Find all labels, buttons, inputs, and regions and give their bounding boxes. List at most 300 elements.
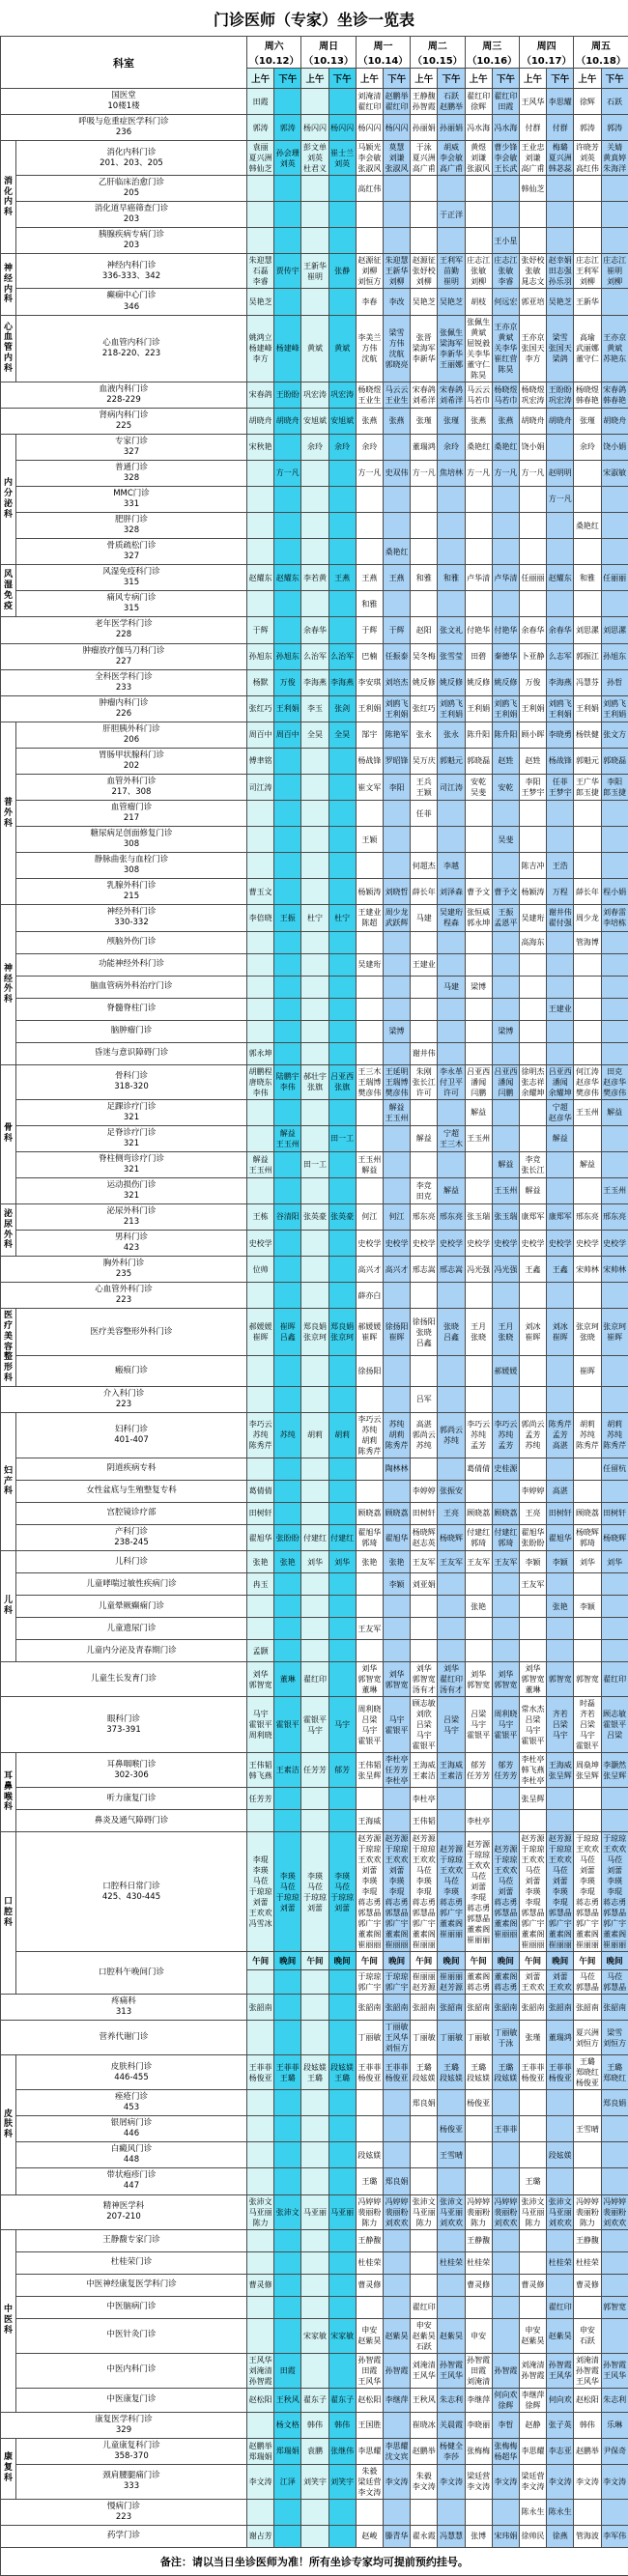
schedule-cell bbox=[547, 1480, 574, 1502]
doctor-name: 解益 bbox=[384, 1102, 410, 1113]
schedule-cell bbox=[328, 827, 356, 853]
day-header-4: 周三（10.16） bbox=[465, 37, 519, 69]
schedule-cell bbox=[328, 1788, 356, 1810]
doctor-name: 曹灵修 bbox=[247, 2279, 273, 2290]
doctor-name: 杨闪闪 bbox=[357, 123, 383, 133]
schedule-cell bbox=[574, 1231, 601, 1257]
schedule-cell bbox=[383, 1412, 410, 1458]
schedule-cell bbox=[465, 827, 492, 853]
schedule-cell bbox=[601, 617, 628, 643]
schedule-cell bbox=[492, 2055, 519, 2090]
dept-cell bbox=[1, 617, 247, 643]
schedule-cell bbox=[328, 2464, 356, 2499]
schedule-cell bbox=[574, 2353, 601, 2388]
doctor-name: 李文涛 bbox=[520, 2481, 546, 2492]
schedule-cell bbox=[492, 976, 519, 998]
doctor-name: 樊彦伟 bbox=[384, 1088, 410, 1098]
doctor-name: 张恒威 bbox=[466, 907, 492, 918]
doctor-name: 董琳 bbox=[520, 1684, 546, 1695]
schedule-cell bbox=[492, 931, 519, 953]
doctor-name: 高湛 bbox=[411, 1419, 437, 1430]
doctor-name: 郁芳 bbox=[466, 1760, 492, 1770]
dept-room: 321 bbox=[17, 1165, 245, 1175]
doctor-name: 史校学 bbox=[547, 1238, 573, 1249]
doctor-name: 郭广宇 bbox=[357, 1982, 383, 1993]
dept-room: 235 bbox=[2, 1269, 245, 1280]
schedule-cell bbox=[492, 1970, 519, 1995]
doctor-name: 谢井伟 bbox=[411, 1048, 437, 1059]
dept-name: 宫腔镜诊疗部 bbox=[17, 1508, 245, 1518]
schedule-cell bbox=[519, 460, 546, 486]
schedule-cell bbox=[574, 1788, 601, 1810]
schedule-cell bbox=[465, 2142, 492, 2168]
doctor-name: 李琨 bbox=[384, 1886, 410, 1897]
doctor-name: 赵幸娟 bbox=[547, 255, 573, 266]
doctor-name: 霍银平 bbox=[301, 1714, 328, 1725]
doctor-name: 王雪晴 bbox=[438, 2150, 464, 2161]
schedule-cell bbox=[274, 1810, 301, 1832]
dept-room: 315 bbox=[17, 578, 245, 588]
day-header-2: 周一（10.14） bbox=[356, 37, 410, 69]
doctor-name: 崔晖 bbox=[520, 1332, 546, 1343]
midday-label-cell: 晚间 bbox=[274, 1952, 301, 1970]
schedule-cell bbox=[547, 176, 574, 202]
schedule-cell bbox=[601, 539, 628, 565]
dept-name: 骨质疏松门诊 bbox=[17, 541, 245, 552]
doctor-name: 张京珂 bbox=[329, 1332, 356, 1343]
schedule-cell bbox=[574, 1458, 601, 1480]
schedule-cell bbox=[465, 2438, 492, 2464]
schedule-cell bbox=[356, 434, 383, 460]
doctor-name: 王菲菲 bbox=[493, 2124, 519, 2135]
schedule-cell bbox=[328, 2090, 356, 2116]
doctor-name: 潘闻 bbox=[547, 1077, 573, 1088]
dept-cell bbox=[16, 801, 247, 827]
doctor-name: 李伟 bbox=[274, 1082, 300, 1092]
doctor-name: 韩仙芝 bbox=[247, 163, 273, 174]
schedule-cell bbox=[411, 1596, 438, 1618]
schedule-cell bbox=[438, 460, 465, 486]
schedule-cell bbox=[411, 1356, 438, 1386]
dept-group-cell: 神经内科 bbox=[1, 254, 16, 315]
doctor-name: 马莅 bbox=[602, 1854, 628, 1865]
doctor-name: 郭广宇 bbox=[384, 1918, 410, 1929]
doctor-name: 刘欢欢 bbox=[602, 2218, 628, 2228]
midday-label-cell: 午间 bbox=[301, 1952, 328, 1970]
doctor-name: 王海威 bbox=[357, 1816, 383, 1826]
doctor-name: 杜宁 bbox=[329, 913, 356, 923]
dept-room: 425、430-445 bbox=[17, 1892, 245, 1903]
dept-name: 儿童内分泌及青春期门诊 bbox=[17, 1646, 245, 1656]
dept-cell bbox=[16, 1832, 247, 1952]
doctor-name: 么志军 bbox=[547, 651, 573, 662]
pm-header: 下午 bbox=[492, 69, 519, 89]
doctor-name: 孟恩平 bbox=[493, 918, 519, 928]
dept-cell bbox=[16, 228, 247, 254]
doctor-name: 孙智霞 bbox=[574, 2365, 600, 2376]
doctor-name: 刘淹清 bbox=[466, 2376, 492, 2387]
schedule-row bbox=[1, 2229, 628, 2251]
doctor-name: 杨晓煜 bbox=[520, 384, 546, 395]
doctor-name: 张雪莹 bbox=[438, 651, 464, 662]
schedule-row bbox=[1, 176, 628, 202]
doctor-name: 李玉 bbox=[301, 703, 328, 714]
doctor-name: 李瑛 bbox=[384, 1876, 410, 1886]
doctor-name: 潘闻 bbox=[493, 1077, 519, 1088]
schedule-cell bbox=[438, 953, 465, 976]
doctor-name: 申安 bbox=[411, 2320, 437, 2331]
doctor-name: 郭慧晶 bbox=[357, 1908, 383, 1918]
schedule-cell bbox=[465, 176, 492, 202]
schedule-cell bbox=[519, 1356, 546, 1386]
schedule-cell bbox=[411, 2194, 438, 2229]
schedule-row bbox=[1, 1573, 628, 1596]
doctor-name: 杨俊亚 bbox=[466, 2098, 492, 2109]
schedule-cell bbox=[411, 1257, 438, 1283]
schedule-cell bbox=[411, 722, 438, 748]
doctor-name: 邢志嵩 bbox=[438, 1264, 464, 1275]
schedule-cell bbox=[247, 2116, 274, 2142]
dept-room: 202 bbox=[17, 761, 245, 772]
schedule-cell bbox=[547, 2464, 574, 2499]
schedule-cell bbox=[438, 1203, 465, 1230]
schedule-cell bbox=[301, 2055, 328, 2090]
doctor-name: 万俊 bbox=[520, 677, 546, 688]
doctor-name: 汤有才 bbox=[411, 1684, 437, 1695]
doctor-name: 陈升阳 bbox=[493, 729, 519, 740]
schedule-cell bbox=[383, 513, 410, 539]
schedule-cell bbox=[465, 1458, 492, 1480]
doctor-name: 朱迎慧 bbox=[384, 255, 410, 266]
schedule-cell bbox=[519, 1697, 546, 1753]
doctor-name: 武跃辉 bbox=[384, 918, 410, 928]
doctor-name: 王瑞博 bbox=[384, 1077, 410, 1088]
doctor-name: 刘柳 bbox=[466, 276, 492, 287]
schedule-cell bbox=[247, 1099, 274, 1125]
doctor-name: 晁志文 bbox=[520, 276, 546, 287]
schedule-cell bbox=[383, 1480, 410, 1502]
schedule-cell bbox=[301, 1151, 328, 1177]
schedule-cell bbox=[601, 2021, 628, 2055]
doctor-name: 王盼盼 bbox=[547, 384, 573, 395]
schedule-row bbox=[1, 202, 628, 228]
schedule-row bbox=[1, 434, 628, 460]
doctor-name: 顾晓荔 bbox=[357, 1508, 383, 1518]
dept-group-cell: 内分泌科 bbox=[1, 434, 16, 564]
dept-room: 223 bbox=[2, 1400, 245, 1410]
schedule-row bbox=[1, 617, 628, 643]
doctor-name: 马莅 bbox=[329, 1882, 356, 1892]
doctor-name: 王新华 bbox=[384, 266, 410, 276]
schedule-cell bbox=[438, 228, 465, 254]
schedule-cell bbox=[438, 853, 465, 879]
dept-name: 儿童晕厥癫痫门诊 bbox=[17, 1601, 245, 1612]
doctor-name: 李越 bbox=[438, 861, 464, 871]
doctor-name: 何超杰 bbox=[411, 861, 437, 871]
doctor-name: 庄志江 bbox=[493, 255, 519, 266]
schedule-cell bbox=[492, 1020, 519, 1042]
dept-group-cell: 康复科 bbox=[1, 2438, 16, 2499]
dept-name: 妇科门诊 bbox=[17, 1425, 245, 1435]
doctor-name: 姚反修 bbox=[438, 677, 464, 688]
dept-cell bbox=[16, 2438, 247, 2464]
doctor-name: 于琼琼 bbox=[357, 1971, 383, 1982]
schedule-cell bbox=[247, 254, 274, 289]
schedule-cell bbox=[547, 254, 574, 289]
schedule-row bbox=[1, 513, 628, 539]
doctor-name: 吴建珩 bbox=[357, 959, 383, 970]
schedule-cell bbox=[301, 315, 328, 382]
doctor-name: 于琼琼 bbox=[384, 1844, 410, 1854]
schedule-cell bbox=[328, 1618, 356, 1640]
doctor-name: 郭晓亮 bbox=[384, 359, 410, 370]
schedule-cell bbox=[438, 2194, 465, 2229]
dept-cell bbox=[1, 2499, 247, 2525]
doctor-name: 于琼琼 bbox=[602, 1833, 628, 1844]
doctor-name: 郭慧晶 bbox=[384, 1908, 410, 1918]
schedule-cell bbox=[547, 1309, 574, 1356]
day-header-1: 周日（10.13） bbox=[301, 37, 356, 69]
doctor-name: 余玲 bbox=[357, 441, 383, 452]
doctor-name: 李文涛 bbox=[411, 2481, 437, 2492]
schedule-cell bbox=[547, 1064, 574, 1099]
schedule-row bbox=[1, 1458, 628, 1480]
doctor-name: 刘蕾 bbox=[493, 1886, 519, 1897]
doctor-name: 苏纯 bbox=[274, 1430, 300, 1440]
doctor-name: 顾小晖 bbox=[520, 729, 546, 740]
schedule-cell bbox=[247, 460, 274, 486]
schedule-cell bbox=[411, 2438, 438, 2464]
schedule-cell bbox=[356, 1020, 383, 1042]
doctor-name: 张旗 bbox=[301, 1082, 328, 1092]
doctor-name: 吕梁 bbox=[520, 1714, 546, 1725]
schedule-cell bbox=[383, 1231, 410, 1257]
doctor-name: 关晨霞 bbox=[438, 2420, 464, 2430]
doctor-name: 何远宏 bbox=[493, 297, 519, 307]
schedule-cell bbox=[492, 460, 519, 486]
schedule-cell bbox=[274, 879, 301, 905]
schedule-cell bbox=[274, 1386, 301, 1412]
doctor-name: 李瑛 bbox=[301, 1871, 328, 1882]
doctor-name: 巩宏涛 bbox=[547, 395, 573, 406]
schedule-row bbox=[1, 2021, 628, 2055]
schedule-cell bbox=[465, 1596, 492, 1618]
doctor-name: 郭慧晶 bbox=[493, 1908, 519, 1918]
doctor-name: 崔晖 bbox=[602, 1332, 628, 1343]
doctor-name: 张韶南 bbox=[520, 2002, 546, 2013]
schedule-cell bbox=[601, 2055, 628, 2090]
schedule-cell bbox=[465, 1551, 492, 1573]
doctor-name: 李琨 bbox=[247, 1854, 273, 1865]
doctor-name: 王梦宇 bbox=[520, 787, 546, 798]
schedule-cell bbox=[356, 801, 383, 827]
schedule-cell bbox=[547, 1596, 574, 1618]
doctor-name: 刘蕾 bbox=[357, 1865, 383, 1876]
doctor-name: 胡晓舟 bbox=[520, 415, 546, 426]
dept-room: 423 bbox=[17, 1243, 245, 1254]
schedule-cell bbox=[574, 115, 601, 141]
schedule-cell bbox=[601, 2499, 628, 2525]
doctor-name: 刘恒方 bbox=[574, 2038, 600, 2049]
schedule-cell bbox=[465, 1788, 492, 1810]
schedule-cell bbox=[465, 2194, 492, 2229]
schedule-cell bbox=[247, 1177, 274, 1203]
schedule-cell bbox=[274, 89, 301, 115]
schedule-cell bbox=[465, 565, 492, 591]
doctor-name: 石跃 bbox=[574, 2335, 600, 2346]
schedule-cell bbox=[301, 539, 328, 565]
schedule-cell bbox=[601, 460, 628, 486]
schedule-cell bbox=[411, 1309, 438, 1356]
schedule-cell bbox=[328, 2412, 356, 2438]
doctor-name: 董素阁 bbox=[602, 1929, 628, 1939]
schedule-cell bbox=[547, 460, 574, 486]
dept-room: 227 bbox=[2, 657, 245, 667]
doctor-name: 孙智霞 bbox=[411, 101, 437, 112]
doctor-name: 张国天 bbox=[520, 343, 546, 354]
doctor-name: 王友军 bbox=[411, 1557, 437, 1568]
doctor-name: 张京珂 bbox=[574, 1321, 600, 1332]
doctor-name: 崔晖 bbox=[384, 1332, 410, 1343]
doctor-name: 马亚丽 bbox=[547, 2207, 573, 2218]
doctor-name: 郭广宇 bbox=[384, 1982, 410, 1993]
schedule-cell bbox=[356, 748, 383, 774]
schedule-cell bbox=[383, 1832, 410, 1952]
schedule-cell bbox=[601, 2142, 628, 2168]
doctor-name: 郑良娟 bbox=[329, 1321, 356, 1332]
schedule-cell bbox=[247, 1788, 274, 1810]
doctor-name: 王秋风 bbox=[274, 2394, 300, 2405]
schedule-cell bbox=[465, 1832, 492, 1952]
day-header-0: 周六（10.12） bbox=[247, 37, 301, 69]
schedule-cell bbox=[301, 2525, 328, 2547]
schedule-cell bbox=[301, 2318, 328, 2353]
schedule-cell bbox=[519, 2090, 546, 2116]
doctor-name: 吕梁 bbox=[357, 1714, 383, 1725]
schedule-cell bbox=[547, 1618, 574, 1640]
schedule-cell bbox=[411, 853, 438, 879]
dept-name: 足脊诊疗门诊 bbox=[17, 1128, 245, 1139]
schedule-cell bbox=[601, 827, 628, 853]
schedule-cell bbox=[301, 1810, 328, 1832]
schedule-cell bbox=[356, 1257, 383, 1283]
schedule-cell bbox=[601, 176, 628, 202]
doctor-name: 崔红营 bbox=[493, 354, 519, 364]
schedule-cell bbox=[383, 1502, 410, 1524]
schedule-cell bbox=[356, 2353, 383, 2388]
dept-name: 胸外科门诊 bbox=[2, 1259, 245, 1269]
schedule-cell bbox=[547, 486, 574, 512]
schedule-cell bbox=[383, 1551, 410, 1573]
schedule-cell bbox=[438, 1309, 465, 1356]
doctor-name: 张呈辉 bbox=[357, 1770, 383, 1781]
doctor-name: 王海威 bbox=[411, 1760, 437, 1770]
schedule-row bbox=[1, 669, 628, 695]
schedule-cell bbox=[574, 1502, 601, 1524]
schedule-cell bbox=[356, 669, 383, 695]
schedule-cell bbox=[438, 1995, 465, 2021]
schedule-cell bbox=[519, 2388, 546, 2412]
doctor-name: 王建业 bbox=[357, 907, 383, 918]
schedule-cell bbox=[547, 382, 574, 408]
doctor-name: 冯婷婷 bbox=[384, 2196, 410, 2207]
doctor-name: 苏纯 bbox=[466, 1430, 492, 1440]
doctor-name: 李婷婷 bbox=[411, 1486, 437, 1496]
dept-room: 321 bbox=[17, 1191, 245, 1202]
schedule-cell bbox=[601, 408, 628, 434]
midday-label-cell: 晚间 bbox=[438, 1952, 465, 1970]
schedule-cell bbox=[465, 1502, 492, 1524]
schedule-cell bbox=[465, 801, 492, 827]
schedule-cell bbox=[356, 115, 383, 141]
schedule-cell bbox=[601, 1064, 628, 1099]
schedule-cell bbox=[328, 1283, 356, 1309]
schedule-cell bbox=[274, 513, 301, 539]
schedule-cell bbox=[301, 1524, 328, 1550]
doctor-name: 李美兰 bbox=[357, 332, 383, 343]
schedule-cell bbox=[519, 2194, 546, 2229]
schedule-cell bbox=[574, 89, 601, 115]
schedule-cell bbox=[601, 486, 628, 512]
schedule-cell bbox=[438, 513, 465, 539]
schedule-cell bbox=[465, 1640, 492, 1662]
schedule-cell bbox=[574, 2274, 601, 2296]
doctor-name: 李思耀 bbox=[357, 2446, 383, 2456]
schedule-cell bbox=[328, 1412, 356, 1458]
doctor-name: 付群 bbox=[520, 123, 546, 133]
doctor-name: 赵志英 bbox=[411, 1538, 437, 1548]
doctor-name: 李志亚 bbox=[547, 2446, 573, 2456]
schedule-cell bbox=[274, 748, 301, 774]
dept-group-cell: 儿科 bbox=[1, 1551, 16, 1662]
doctor-name: 齐若 bbox=[574, 1709, 600, 1719]
schedule-cell bbox=[492, 953, 519, 976]
schedule-cell bbox=[383, 1099, 410, 1125]
am-header: 上午 bbox=[301, 69, 328, 89]
schedule-cell bbox=[247, 202, 274, 228]
schedule-cell bbox=[247, 1697, 274, 1753]
dept-cell bbox=[16, 1099, 247, 1125]
schedule-cell bbox=[465, 1042, 492, 1064]
doctor-name: 王风华 bbox=[384, 2032, 410, 2043]
schedule-cell bbox=[356, 2296, 383, 2318]
schedule-row bbox=[1, 2464, 628, 2499]
doctor-name: 孟芳 bbox=[520, 1430, 546, 1440]
dept-cell bbox=[1, 382, 247, 408]
schedule-cell bbox=[465, 1257, 492, 1283]
doctor-name: 刘华 bbox=[329, 1557, 356, 1568]
doctor-name: 唐晓东 bbox=[247, 1077, 273, 1088]
doctor-name: 胡莉 bbox=[602, 1419, 628, 1430]
schedule-cell bbox=[247, 1995, 274, 2021]
schedule-cell bbox=[492, 617, 519, 643]
doctor-name: 马莅 bbox=[411, 1865, 437, 1876]
schedule-cell bbox=[547, 1257, 574, 1283]
schedule-cell bbox=[547, 722, 574, 748]
dept-cell bbox=[16, 976, 247, 998]
schedule-cell bbox=[383, 617, 410, 643]
dept-name: 肥胖门诊 bbox=[17, 515, 245, 525]
doctor-name: 郭智宽 bbox=[411, 1674, 437, 1684]
doctor-name: 常水杰 bbox=[520, 1704, 546, 1714]
doctor-name: 郑良娟 bbox=[301, 1321, 328, 1332]
schedule-cell bbox=[574, 1753, 601, 1788]
schedule-cell bbox=[247, 1970, 274, 1995]
doctor-name: 刘鸥飞 bbox=[547, 698, 573, 709]
schedule-cell bbox=[247, 774, 274, 800]
doctor-name: 蒋志勇 bbox=[466, 1903, 492, 1913]
schedule-cell bbox=[247, 228, 274, 254]
